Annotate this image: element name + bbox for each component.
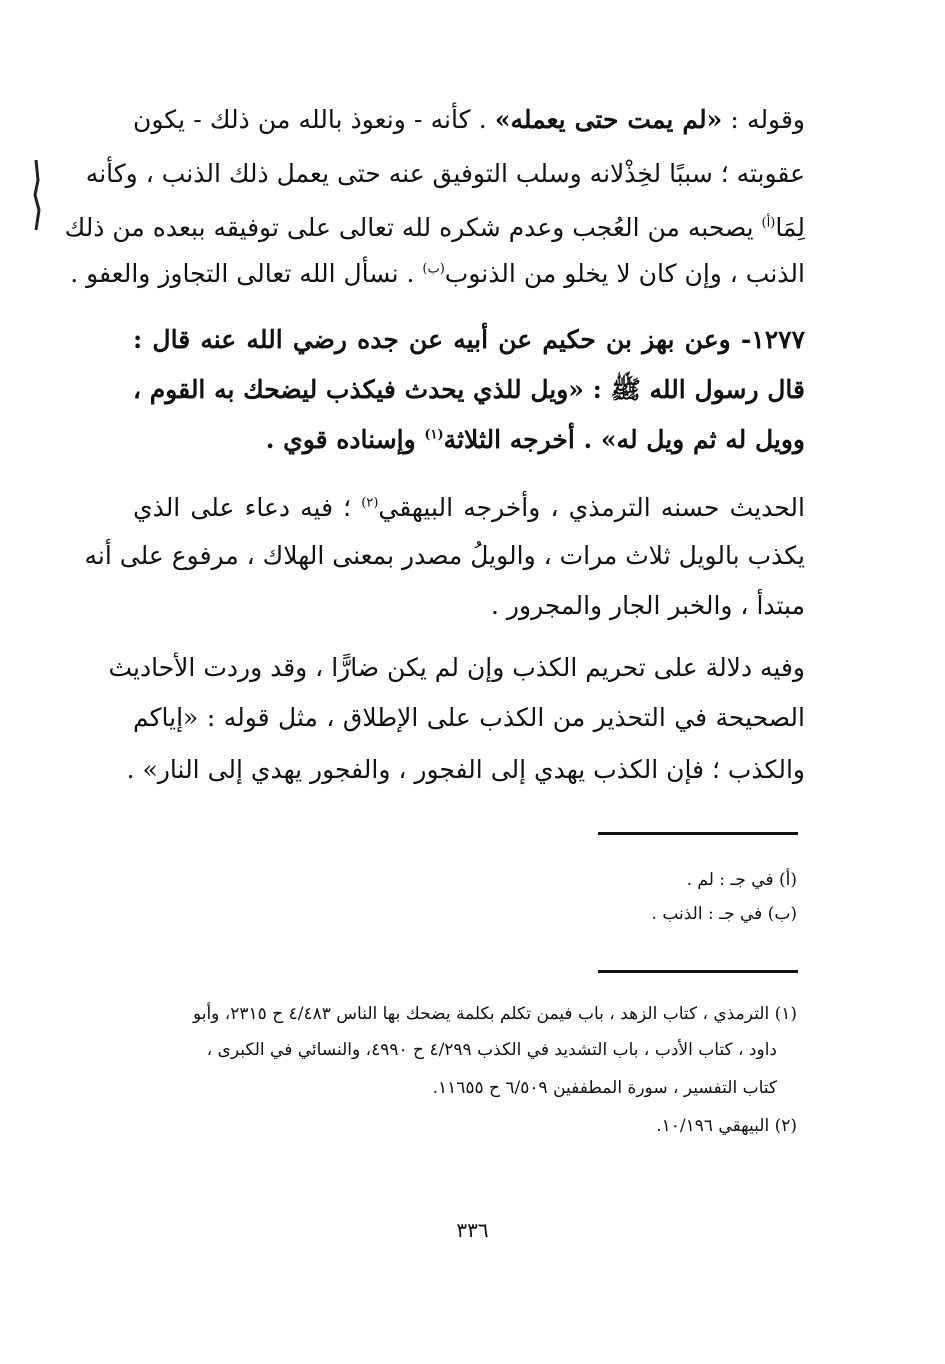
- footnotes-rule: [598, 970, 798, 973]
- commentary-line-5: الصحيحة في التحذير من الكذب على الإطلاق ، مثل قوله : «إياكم: [133, 703, 805, 732]
- footnote-1: (١) الترمذي ، كتاب الزهد ، باب فيمن تكلم بكلمة يضحك بها الناس ٤/٤٨٣ ح ٢٣١٥، وأبو: [192, 1004, 797, 1024]
- body-line-3: لِمَا$^{(أ)}$ يصحبه من العُجب وعدم شكره لله تعالى على توفيقه ببعده من ذلك: [64, 213, 805, 242]
- body-line-2: عقوبته ؛ سببًا لخِذْلانه وسلب التوفيق عنه حتى يعمل ذلك الذنب ، وكأنه: [85, 159, 805, 188]
- hadith-line-2: قال رسول الله ﷺ : «ويل للذي يحدث فيكذب ليضحك به القوم ،: [133, 375, 805, 404]
- commentary-line-1: الحديث حسنه الترمذي ، وأخرجه البيهقي$^{(٢)}$ ؛ فيه دعاء على الذي: [133, 493, 805, 522]
- variant-note-b: (ب) في جـ : الذنب .: [651, 904, 797, 924]
- footnote-1-cont: داود ، كتاب الأدب ، باب التشديد في الكذب ٤/٢٩٩ ح ٤٩٩٠، والنسائي في الكبرى ،: [206, 1040, 777, 1060]
- hadith-line-1: ١٢٧٧- وعن بهز بن حكيم عن أبيه عن جده رضي الله عنه قال :: [133, 325, 805, 354]
- body-line-1: وقوله : «لم يمت حتى يعمله» . كأنه - ونعوذ بالله من ذلك - يكون: [133, 105, 805, 134]
- commentary-line-2: يكذب بالويل ثلاث مرات ، والويلُ مصدر بمعنى الهلاك ، مرفوع على أنه: [84, 541, 805, 570]
- variant-notes-rule: [598, 832, 798, 835]
- footnote-1-cont-2: كتاب التفسير ، سورة المطففين ٦/٥٠٩ ح ١١٦٥٥.: [432, 1078, 777, 1098]
- scan-margin-mark: [30, 160, 44, 230]
- commentary-line-6: والكذب ؛ فإن الكذب يهدي إلى الفجور ، والفجور يهدي إلى النار» .: [126, 755, 805, 784]
- hadith-line-3: وويل له ثم ويل له» . أخرجه الثلاثة$^{(١)}$ وإسناده قوي .: [265, 425, 805, 454]
- page-number: ٣٣٦: [456, 1218, 489, 1242]
- commentary-line-3: مبتدأ ، والخبر الجار والمجرور .: [491, 591, 805, 620]
- variant-note-a: (أ) في جـ : لم .: [686, 870, 797, 890]
- commentary-line-4: وفيه دلالة على تحريم الكذب وإن لم يكن ضارًّا ، وقد وردت الأحاديث: [108, 653, 805, 682]
- footnote-2: (٢) البيهقي ١٠/١٩٦.: [656, 1116, 797, 1136]
- body-line-4: الذنب ، وإن كان لا يخلو من الذنوب$^{(ب)}$ . نسأل الله تعالى التجاوز والعفو .: [70, 259, 805, 288]
